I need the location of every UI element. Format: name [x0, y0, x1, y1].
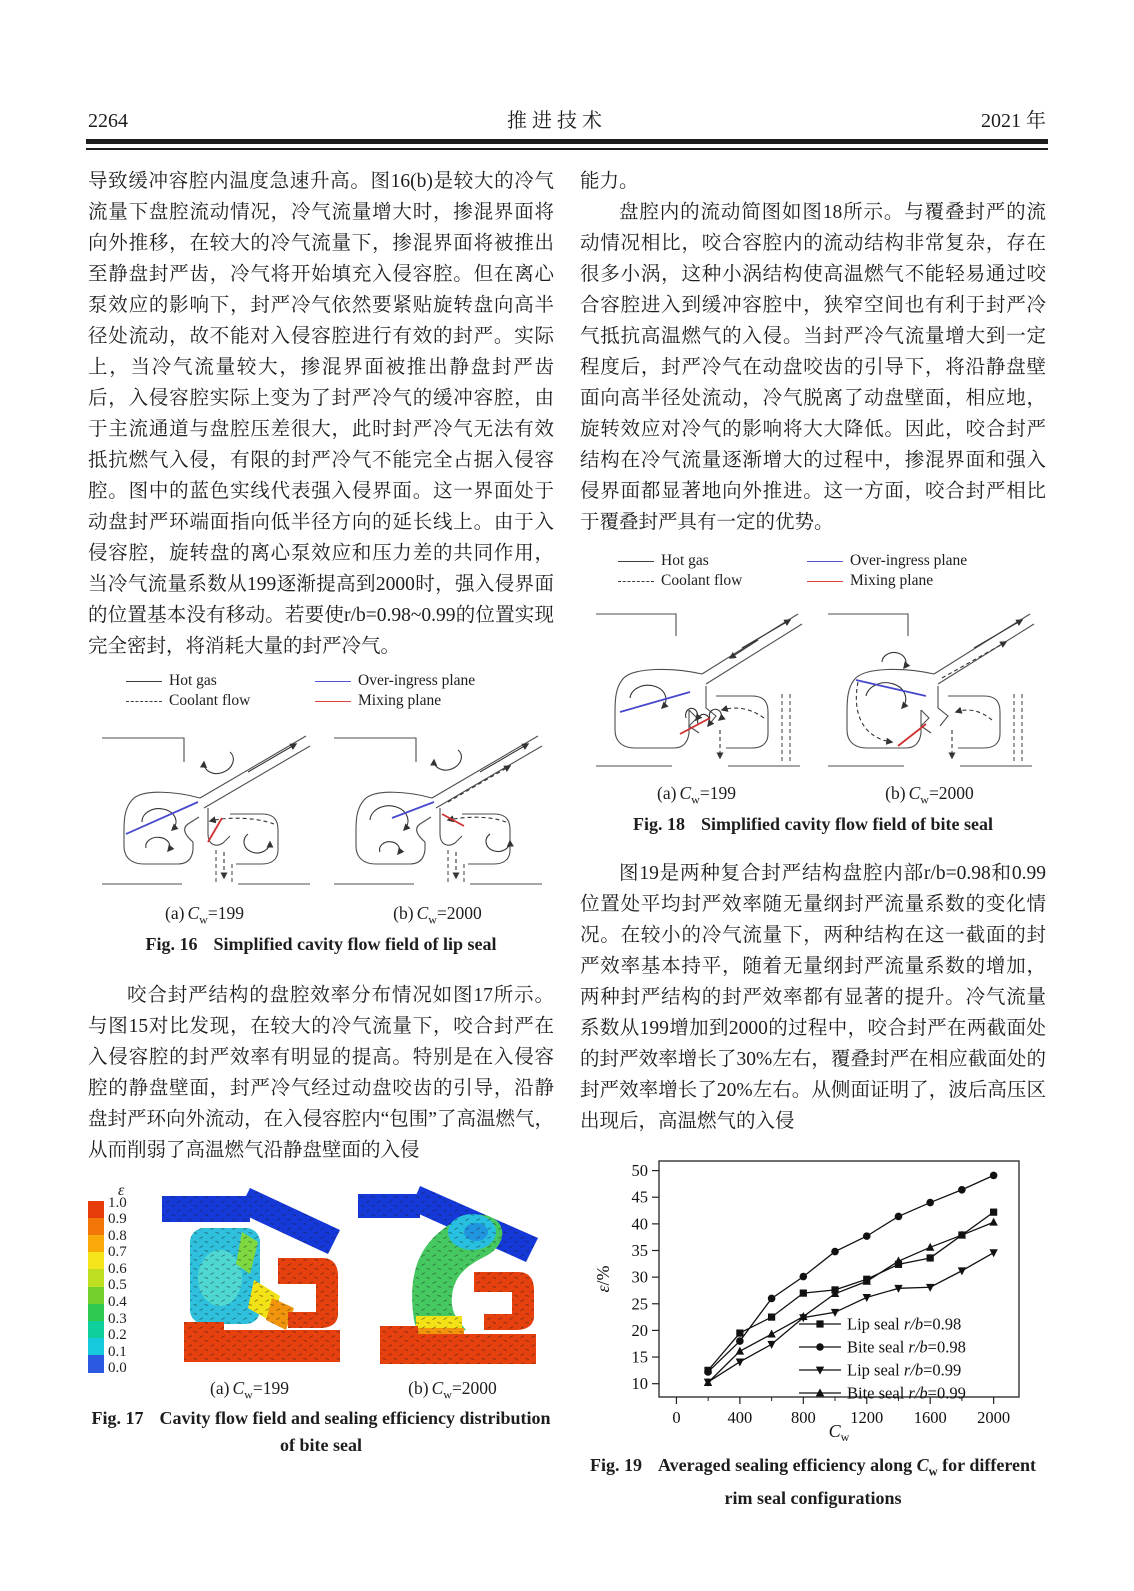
colorbar [88, 1178, 154, 1377]
colorbar-cell [88, 1355, 104, 1372]
legend-item-coolant [618, 572, 793, 590]
paragraph: 导致缓冲容腔内温度急速升高。图16(b)是较大的冷气流量下盘腔流动情况，冷气流量增大时，掺混界面将向外推移，在较大的冷气流量下，掺混界面将被推出至静盘封严齿，冷气将开始填充入侵容腔。但在离心泵效应的影响下，封严冷气依然要紧贴旋转盘向高半径处流动，故不能对入侵容腔进行有效的封严。实际上，当冷气流量较大，掺混界面被推出静盘封严齿后，入侵容腔实际上变为了封严冷气的缓冲容腔，由于主流通道与盘腔压差很大，此时封严冷气无法有效抵抗燃气入侵，有限的封严冷气不能完全占据入侵容腔。图中的蓝色实线代表强入侵界面。这一界面处于动盘封严环端面指向低半径方向的延长线上。由于入侵容腔，旋转盘的离心泵效应和压力差的共同作用，当冷气流量系数从199逐渐提高到2000时，强入侵界面的位置基本没有移动。若要使r/b=0.98~0.99的位置实现完全密封，将消耗大量的封严冷气。 [88, 171, 554, 657]
colorbar-tick: 0.1 [108, 1343, 127, 1360]
svg-text:Cw: $C_w$ [828, 1420, 850, 1444]
journal-title: 推 进 技 术 [507, 110, 602, 132]
left-column [88, 166, 554, 1512]
mixing-plane-line [208, 818, 222, 842]
colorbar-tick-labels [108, 1196, 127, 1377]
colorbar-tick: 0.9 [108, 1211, 127, 1228]
coolant-line-swatch [126, 701, 162, 702]
svg-text:0: 0 [672, 1407, 681, 1427]
legend-item-mixing [807, 572, 1046, 590]
colorbar-cell [88, 1338, 104, 1355]
fig16-diagram [92, 714, 550, 902]
colorbar-cell [88, 1287, 104, 1304]
svg-text:400: 400 [727, 1407, 753, 1427]
figure-18 [580, 552, 1046, 838]
subcaption-b: (b) $C_w=2000$ [408, 1377, 497, 1401]
colorbar-tick: 0.6 [108, 1260, 127, 1277]
colorbar-cell [88, 1252, 104, 1269]
legend-item-hot-gas [126, 672, 301, 690]
subcaption-b: (b) $C_w=2000$ [393, 903, 482, 927]
over-ingress-line-swatch [315, 681, 351, 682]
svg-text:Lip seal r/b=0.98: Lip seal r/b=0.98 [847, 1314, 962, 1333]
over-ingress-plane-line [126, 802, 198, 834]
svg-text:30: 30 [631, 1267, 648, 1287]
header-rule-thin [86, 148, 1048, 150]
fig19-caption: Fig. 19 Averaged sealing efficiency along $C_w$ for different rim seal configurations [590, 1454, 1036, 1509]
colorbar-cell [88, 1304, 104, 1321]
figure-19 [580, 1147, 1046, 1513]
fig16-caption: Fig. 16 Simplified cavity flow field of lip seal [145, 933, 497, 954]
mixing-line-swatch [807, 581, 843, 582]
legend-item-hot-gas [618, 552, 793, 570]
paragraph: 盘腔内的流动简图如图18所示。与覆叠封严的流动情况相比，咬合容腔内的流动结构非常复杂，存在很多小涡，这种小涡结构使高温燃气不能轻易通过咬合容腔进入到缓冲容腔中，狭窄空间也有利于封严冷气抵抗高温燃气的入侵。当封严冷气流量增大到一定程度后，封严冷气在动盘咬齿的引导下，将沿静盘壁面向高半径处流动，冷气脱离了动盘壁面，相应地，旋转效应对冷气的影响将大大降低。因此，咬合封严结构在冷气流量逐渐增大的过程中，掺混界面和强入侵界面都显著地向外推进。这一方面，咬合封严相比于覆叠封严具有一定的优势。 [580, 202, 1046, 533]
svg-text:Lip seal r/b=0.99: Lip seal r/b=0.99 [847, 1360, 962, 1379]
page-header [88, 104, 1046, 133]
legend-label-hot-gas: Hot gas [661, 552, 709, 569]
colorbar-tick: 0.2 [108, 1327, 127, 1344]
colorbar-cell [88, 1321, 104, 1338]
legend-item-over-ingress [315, 672, 554, 690]
svg-text:35: 35 [631, 1240, 648, 1260]
legend-label-coolant: Coolant flow [661, 572, 743, 589]
colorbar-tick: 0.7 [108, 1244, 127, 1261]
svg-text:20: 20 [631, 1320, 648, 1340]
svg-text:45: 45 [631, 1187, 648, 1207]
subcaption-b: (b) $C_w=2000$ [885, 783, 974, 807]
svg-text:1600: 1600 [913, 1407, 947, 1427]
fig17-panel-a [154, 1180, 344, 1366]
legend-item-over-ingress [807, 552, 1046, 570]
colorbar-label: ε [118, 1181, 125, 1199]
svg-text:800: 800 [790, 1407, 816, 1427]
fig18-subcaptions [580, 783, 1046, 808]
fig18-caption: Fig. 18 Simplified cavity flow field of bite seal [633, 813, 993, 834]
legend-item-coolant [126, 692, 301, 710]
svg-text:50: 50 [631, 1160, 648, 1180]
svg-text:10: 10 [631, 1373, 648, 1393]
mixing-plane-line [898, 724, 926, 746]
page-number: 2264 [88, 110, 128, 132]
paragraph: 图19是两种复合封严结构盘腔内部r/b=0.98和0.99位置处平均封严效率随无量纲封严流量系数的变化情况。在较小的冷气流量下，两种结构在这一截面的封严效率基本持平，随着无量纲封严流量系数的增加，两种封严结构的封严效率都有显著的提升。冷气流量系数从199增加到2000的过程中，咬合封严在两截面处的封严效率增长了30%左右，覆叠封严在相应截面处的封严效率增长了20%左右。从侧面证明了，波后高压区出现后，高温燃气的入侵 [580, 862, 1046, 1132]
colorbar-tick: 0.5 [108, 1277, 127, 1294]
fig17-panel-b [354, 1180, 544, 1366]
colorbar-tick: 1.0 [108, 1194, 127, 1211]
fig17-caption: Fig. 17 Cavity flow field and sealing efficiency distribution of bite seal [91, 1408, 551, 1455]
year-label: 2021 年 [981, 110, 1046, 132]
legend-label-over-ingress: Over-ingress plane [850, 552, 968, 569]
fig18-legend [618, 552, 1046, 590]
fig17-contour-plots [154, 1178, 546, 1366]
fig17-subcaptions [88, 1378, 554, 1403]
hot-gas-line-swatch [618, 561, 654, 562]
header-rule-thick [86, 139, 1048, 144]
fig19-chart [589, 1147, 1037, 1449]
over-ingress-line-swatch [807, 561, 843, 562]
two-column-body [88, 166, 1046, 1512]
svg-text:25: 25 [631, 1293, 648, 1313]
fig18-diagram [584, 594, 1042, 782]
colorbar-tick: 0.8 [108, 1227, 127, 1244]
coolant-line-swatch [618, 581, 654, 582]
subcaption-a: (a) $C_w=199$ [657, 783, 736, 807]
svg-text:40: 40 [631, 1213, 648, 1233]
legend-item-mixing [315, 692, 554, 710]
fig17-panels [88, 1178, 554, 1377]
hot-gas-line-swatch [126, 681, 162, 682]
paragraph: 能力。 [580, 171, 639, 192]
svg-text:1200: 1200 [850, 1407, 884, 1427]
mixing-plane-line [442, 814, 464, 826]
legend-label-coolant: Coolant flow [169, 692, 251, 709]
paragraph: 咬合封严结构的盘腔效率分布情况如图17所示。与图15对比发现，在较大的冷气流量下，咬合封严在入侵容腔的封严效率有明显的提高。特别是在入侵容腔的静盘壁面，封严冷气经过动盘咬齿的引导，沿静盘封严环向外流动，在入侵容腔内“包围”了高温燃气，从而削弱了高温燃气沿静盘壁面的入侵 [88, 984, 554, 1161]
subcaption-a: (a) $C_w=199$ [165, 903, 244, 927]
colorbar-cell [88, 1201, 104, 1218]
fig16-subcaptions [88, 903, 554, 928]
legend-label-over-ingress: Over-ingress plane [358, 672, 476, 689]
svg-text:2000: 2000 [977, 1407, 1011, 1427]
colorbar-tick: 0.3 [108, 1310, 127, 1327]
over-ingress-plane-line [392, 802, 434, 818]
colorbar-tick: 0.0 [108, 1360, 127, 1377]
figure-17 [88, 1178, 554, 1460]
figure-16 [88, 672, 554, 958]
svg-text:ε/%: ε/% [593, 1264, 613, 1293]
right-column [580, 166, 1046, 1512]
svg-text:15: 15 [631, 1347, 648, 1367]
colorbar-cell [88, 1269, 104, 1286]
svg-text:Bite seal r/b=0.99: Bite seal r/b=0.99 [847, 1383, 966, 1402]
legend-label-mixing: Mixing plane [850, 572, 934, 589]
colorbar-tick: 0.4 [108, 1294, 127, 1311]
mixing-line-swatch [315, 701, 351, 702]
colorbar-cells [88, 1201, 104, 1373]
subcaption-a: (a) $C_w=199$ [210, 1377, 289, 1401]
colorbar-cell [88, 1218, 104, 1235]
legend-label-mixing: Mixing plane [358, 692, 442, 709]
svg-text:Bite seal r/b=0.98: Bite seal r/b=0.98 [847, 1337, 966, 1356]
fig16-legend [126, 672, 554, 710]
colorbar-cell [88, 1235, 104, 1252]
legend-label-hot-gas: Hot gas [169, 672, 217, 689]
